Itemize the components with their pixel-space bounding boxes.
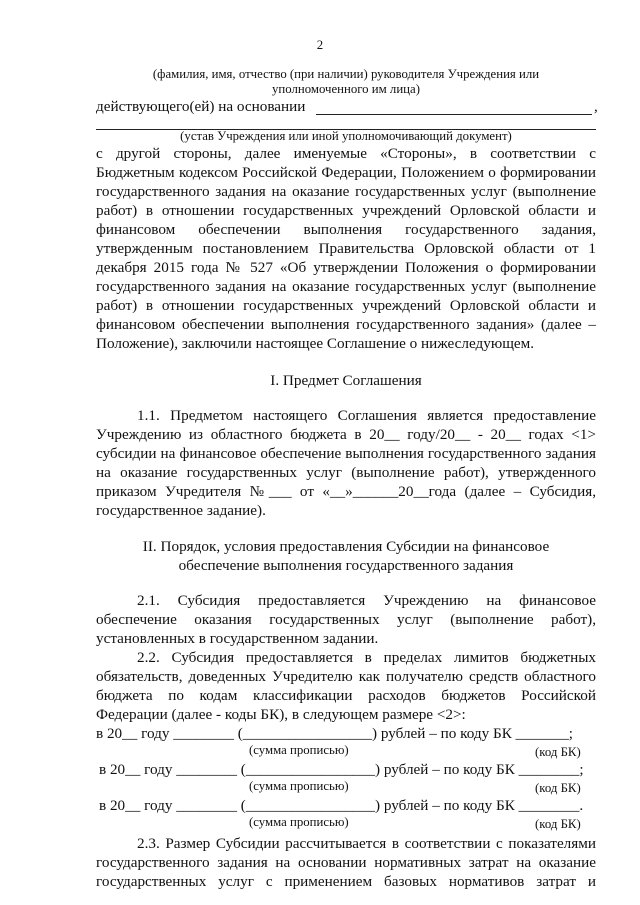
basis-label: действующего(ей) на основании xyxy=(96,98,306,115)
section-2-title-line2: обеспечение выполнения государственного задания xyxy=(178,557,514,574)
amount-line: в 20__ году ________ (_________________) рублей – по коду БК _______; xyxy=(96,725,574,742)
intro-line: Бюджетным кодексом Российской Федерации, Положением о формировании xyxy=(96,164,596,181)
clause-line: на оказание государственных услуг (выполнение работ), утвержденного xyxy=(96,464,596,481)
sum-caption: (сумма прописью) xyxy=(249,815,349,829)
clause-line: обеспечение оказания государственных услуг (выполнение работ), xyxy=(96,611,596,628)
page-number: 2 xyxy=(316,38,324,52)
clause-line: 2.2. Субсидия предоставляется в пределах лимитов бюджетных xyxy=(137,649,596,666)
amount-line: в 20__ году ________ (_________________) рублей – по коду БК ________. xyxy=(99,797,584,814)
intro-line: декабря 2015 года № 527 «Об утверждении Положения о формировании xyxy=(96,259,596,276)
caption-head-name-line2: уполномоченного им лица) xyxy=(272,82,420,96)
intro-line: финансовом обеспечении выполнения государственного задания» (далее – xyxy=(96,316,596,333)
code-caption: (код БК) xyxy=(535,817,581,831)
clause-line: государственных услуг с применением базовых нормативов затрат и xyxy=(96,873,596,890)
amount-line: в 20__ году ________ (_________________) рублей – по коду БК ________; xyxy=(99,761,584,778)
clause-line: государственного задания на основании нормативных затрат на оказание xyxy=(96,854,596,871)
clause-line: 1.1. Предметом настоящего Соглашения является предоставление xyxy=(137,407,596,424)
caption-charter: (устав Учреждения или иной уполномочивающий документ) xyxy=(180,129,512,143)
intro-line-last: Положение), заключили настоящее Соглашение о нижеследующем. xyxy=(96,335,535,352)
clause-line: 2.3. Размер Субсидии рассчитывается в соответствии с показателями xyxy=(137,835,596,852)
clause-line: 2.1. Субсидия предоставляется Учреждению на финансовое xyxy=(137,592,596,609)
section-2-title-line1: II. Порядок, условия предоставления Субсидии на финансовое xyxy=(142,538,550,555)
clause-line: бюджета по кодам классификации расходов бюджетов Российской xyxy=(96,687,596,704)
clause-line-last: установленных в государственном задании. xyxy=(96,630,379,647)
clause-line: обязательств, доведенных Учредителю как получателю средств областного xyxy=(96,668,596,685)
sum-caption: (сумма прописью) xyxy=(249,779,349,793)
section-1-title: I. Предмет Соглашения xyxy=(270,372,422,389)
intro-line: работ) в отношении государственных учреждений Орловской области и xyxy=(96,202,596,219)
basis-comma: , xyxy=(594,98,598,115)
intro-line: государственного задания на оказание государственных услуг (выполнение xyxy=(96,183,596,200)
intro-line: с другой стороны, далее именуемые «Стороны», в соответствии с xyxy=(96,145,596,162)
sum-caption: (сумма прописью) xyxy=(249,743,349,757)
intro-line: государственного задания на оказание государственных услуг (выполнение xyxy=(96,278,596,295)
caption-head-name-line1: (фамилия, имя, отчество (при наличии) руководителя Учреждения или xyxy=(152,67,540,81)
basis-blank-line xyxy=(316,114,592,115)
clause-line: приказом Учредителя №___ от «__»______20__года (далее – Субсидия, xyxy=(96,483,596,500)
intro-line: финансовом обеспечении выполнения государственного задания, xyxy=(96,221,596,238)
code-caption: (код БК) xyxy=(535,745,581,759)
code-caption: (код БК) xyxy=(535,781,581,795)
intro-line: утвержденным постановлением Правительства Орловской области от 1 xyxy=(96,240,596,257)
clause-line-last: Федерации (далее - коды БК), в следующем размере <2>: xyxy=(96,706,466,723)
clause-line: субсидии на финансовое обеспечение выполнения государственного задания xyxy=(96,445,596,462)
clause-line: Учреждению из областного бюджета в 20__ году/20__ - 20__ годах <1> xyxy=(96,426,596,443)
clause-line-last: государственное задание). xyxy=(96,502,266,519)
intro-line: работ) в отношении государственных учреждений Орловской области и xyxy=(96,297,596,314)
